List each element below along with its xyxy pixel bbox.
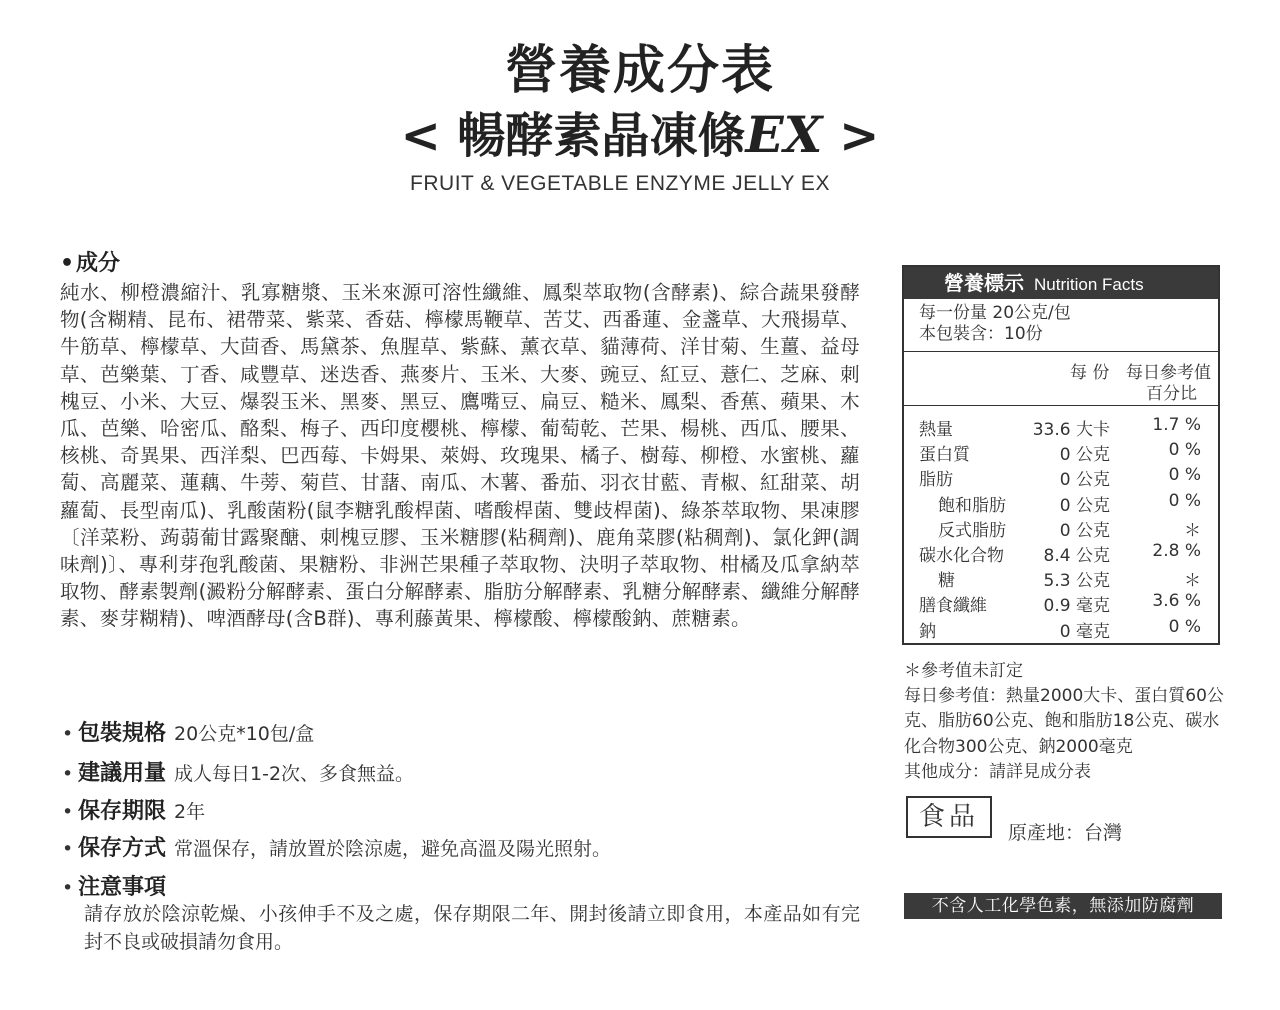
nutrition-title: 營養標示 [944, 271, 1024, 295]
nutrient-row [904, 440, 1218, 465]
ingredients-heading [60, 246, 860, 277]
spec-value: 常溫保存，請放置於陰涼處，避免高溫及陽光照射。 [174, 838, 612, 860]
bullet-icon: • [62, 723, 74, 745]
spec-dosage [62, 756, 414, 787]
nutrient-row [904, 516, 1218, 541]
spec-caution [62, 870, 174, 901]
nutrient-row [904, 591, 1218, 616]
nutrient-row [904, 415, 1218, 440]
product-suffix: EX [745, 105, 823, 164]
nutrient-row [904, 617, 1218, 642]
page-title: 營養成分表 [504, 41, 775, 101]
spec-package [62, 716, 314, 747]
col-daily-ref-pct: 百分比 [1146, 384, 1197, 404]
bullet-icon: • [62, 877, 74, 899]
caution-text: 請存放於陰涼乾燥、小孩伸手不及之處，保存期限二年、開封後請立即食用，本產品如有完封不良或破損請勿食用。 [84, 903, 860, 953]
spec-label: 保存方式 [78, 836, 167, 861]
product-name [0, 102, 1280, 169]
nutrition-title-en: Nutrition Facts [1034, 275, 1144, 294]
nutrient-name: 碳水化合物 [919, 545, 1004, 566]
spec-value: 2年 [174, 801, 206, 823]
bracket-open: < [400, 108, 441, 164]
col-per-serving: 每 份 [1070, 363, 1110, 383]
nutrient-percent: 3.6 % [1152, 591, 1201, 612]
spec-storage [62, 831, 611, 862]
note-reference-undefined: ＊參考值未訂定 [904, 661, 1023, 681]
nutrition-notes [904, 659, 1234, 785]
ingredients-section [60, 246, 860, 633]
column-headers [904, 352, 1218, 406]
bracket-close: > [839, 108, 880, 164]
food-badge: 食品 [906, 796, 992, 838]
nutrient-percent: 0 % [1168, 465, 1201, 486]
english-product-name: FRUIT & VEGETABLE ENZYME JELLY EX [410, 172, 830, 195]
nutrient-row [904, 541, 1218, 566]
nutrient-value: 8.4 公克 [1043, 545, 1110, 566]
product-name-text: 暢酵素晶凍條 [457, 108, 746, 164]
nutrient-name: 反式脂肪 [938, 520, 1006, 541]
spec-label: 注意事項 [78, 875, 167, 900]
bullet-icon: • [62, 763, 74, 785]
nutrient-percent: 2.8 % [1152, 540, 1201, 561]
nutrient-name: 糖 [938, 571, 955, 592]
nutrient-value: 33.6 大卡 [1032, 420, 1110, 440]
nutrient-value: 0.9 毫克 [1043, 596, 1110, 617]
nutrient-row [904, 465, 1218, 490]
note-other-ingredients: 其他成分：請詳見成分表 [904, 761, 1091, 782]
nutrition-facts-table [902, 265, 1220, 645]
nutrient-value: 0 公克 [1059, 470, 1110, 491]
bullet-icon: • [60, 251, 75, 276]
nutrient-percent: ＊ [1184, 520, 1201, 541]
nutrient-value: 0 毫克 [1059, 621, 1110, 642]
nutrient-name: 膳食纖維 [919, 596, 987, 617]
ingredients-list: 純水、柳橙濃縮汁、乳寡糖漿、玉米來源可溶性纖維、鳳梨萃取物(含酵素)、綜合蔬果發酵物(含糊精、昆布、裙帶菜、紫菜、香菇、檸檬馬鞭草、苦艾、西番蓮、金盞草、大飛揚草、牛筋草、檸檬草、大茴香、馬黛茶、魚腥草、紫蘇、薰衣草、貓薄荷、洋甘菊、生薑、益母草、芭樂葉、丁香、咸豐草、迷迭香、燕麥片、玉米、大麥、豌豆、紅豆、薏仁、芝麻、刺槐豆、小米、大豆、爆裂玉米、黑麥、黑豆、鷹嘴豆、扁豆、糙米、鳳梨、香蕉、蘋果、木瓜、芭樂、哈密瓜、酪梨、梅子、西印度櫻桃、檸檬、葡萄乾、芒果、楊桃、西瓜、腰果、核桃、奇異果、西洋梨、巴西莓、卡姆果、萊姆、玫瑰果、橘子、樹莓、柳橙、水蜜桃、蘿蔔、高麗菜、蓮藕、牛蒡、菊苣、甘藷、南瓜、木薯、番茄、羽衣甘藍、青椒、紅甜菜、胡蘿蔔、長型南瓜)、乳酸菌粉(鼠李糖乳酸桿菌、嗜酸桿菌、雙歧桿菌)、綠茶萃取物、果凍膠〔洋菜粉、蒟蒻葡甘露聚醣、刺槐豆膠、玉米糖膠(粘稠劑)、鹿角菜膠(粘稠劑)、氯化鉀(調味劑)〕、專利芽孢乳酸菌、果糖粉、非洲芒果種子萃取物、決明子萃取物、柑橘及瓜拿納萃取物、酵素製劑(澱粉分解酵素、蛋白分解酵素、脂肪分解酵素、乳糖分解酵素、纖維分解酵素、麥芽糊精)、啤酒酵母(含B群)、專利藤黃果、檸檬酸、檸檬酸鈉、蔗糖素。 [60, 281, 860, 631]
spec-shelf-life [62, 794, 205, 825]
servings-per-pack: 本包裝含：10份 [919, 324, 1043, 344]
spec-label: 包裝規格 [78, 721, 167, 746]
nutrient-name: 蛋白質 [919, 445, 970, 466]
bullet-icon: • [62, 801, 74, 823]
spec-value: 成人每日1-2次、多食無益。 [174, 763, 415, 785]
no-additives-banner: 不含人工化學色素，無添加防腐劑 [904, 893, 1222, 919]
nutrient-value: 5.3 公克 [1043, 571, 1110, 592]
nutrient-rows [904, 406, 1218, 642]
nutrient-percent: 0 % [1168, 490, 1201, 511]
bullet-icon: • [62, 838, 74, 860]
nutrient-name: 脂肪 [919, 470, 953, 491]
spec-label: 建議用量 [78, 761, 167, 786]
nutrient-row [904, 491, 1218, 516]
note-daily-reference: 每日參考值：熱量2000大卡、蛋白質60公克、脂肪60公克、飽和脂肪18公克、碳水化合物300公克、鈉2000毫克 [904, 686, 1224, 757]
nutrient-value: 0 公克 [1059, 495, 1110, 516]
spec-value: 20公克*10包/盒 [174, 723, 315, 745]
nutrient-percent: ＊ [1184, 571, 1201, 592]
country-of-origin: 原產地：台灣 [1008, 822, 1123, 844]
nutrient-percent: 0 % [1168, 616, 1201, 637]
serving-info [904, 299, 1218, 352]
nutrient-name: 鈉 [919, 621, 936, 642]
nutrition-header [904, 267, 1218, 299]
nutrient-row [904, 566, 1218, 591]
nutrient-value: 0 公克 [1059, 520, 1110, 541]
nutrient-percent: 0 % [1168, 440, 1201, 461]
col-daily-ref: 每日參考值 [1126, 363, 1211, 383]
spec-label: 保存期限 [78, 799, 167, 824]
nutrient-value: 0 公克 [1059, 445, 1110, 466]
ingredients-label: 成分 [76, 251, 121, 276]
nutrient-percent: 1.7 % [1152, 415, 1201, 435]
serving-size: 每一份量 20公克/包 [919, 303, 1071, 323]
nutrient-name: 熱量 [919, 420, 953, 440]
nutrient-name: 飽和脂肪 [938, 495, 1006, 516]
